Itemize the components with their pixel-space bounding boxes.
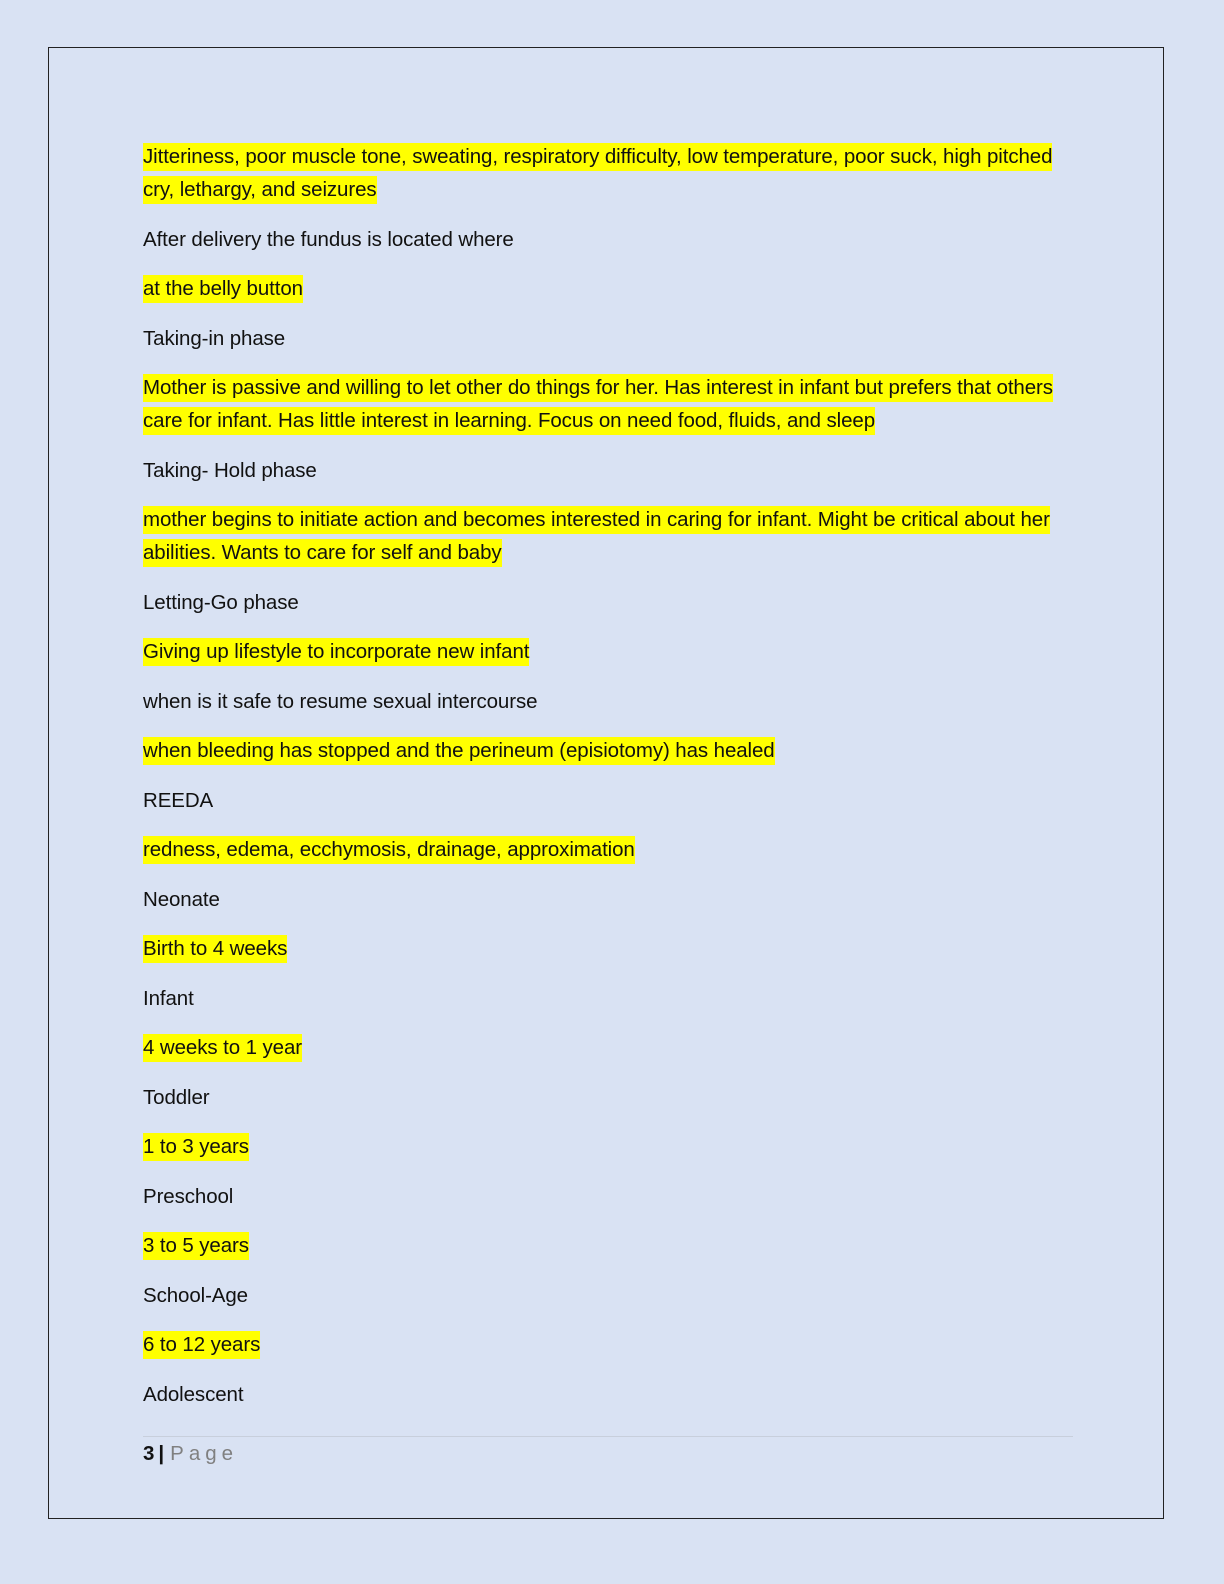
paragraph-14 [143, 883, 1078, 916]
page-number: 3 [143, 1442, 155, 1465]
paragraph-11 [143, 734, 1078, 767]
paragraph-2 [143, 223, 1078, 256]
highlighted-text: Giving up lifestyle to incorporate new infant [143, 638, 529, 666]
paragraph-20 [143, 1180, 1078, 1213]
question-text: Taking- Hold phase [143, 458, 317, 482]
highlighted-text: Jitteriness, poor muscle tone, sweating, respiratory difficulty, low temperature, poor suck, high pitched cry, lethargy, and seizures [143, 143, 1052, 204]
question-text: REEDA [143, 788, 214, 812]
paragraph-19 [143, 1130, 1078, 1163]
paragraph-8 [143, 586, 1078, 619]
highlighted-text: 3 to 5 years [143, 1232, 249, 1260]
question-text: Preschool [143, 1184, 234, 1208]
question-text: Toddler [143, 1085, 210, 1109]
question-text: School-Age [143, 1283, 248, 1307]
paragraph-15 [143, 932, 1078, 965]
question-text: Taking-in phase [143, 326, 286, 350]
paragraph-5 [143, 371, 1078, 437]
highlighted-text: 1 to 3 years [143, 1133, 249, 1161]
footer-divider [143, 1436, 1073, 1437]
paragraph-12 [143, 784, 1078, 817]
page-footer [143, 1440, 238, 1468]
highlighted-text: mother begins to initiate action and becomes interested in caring for infant. Might be critical about her abilities. Wants to care for self and baby [143, 506, 1050, 567]
paragraph-4 [143, 322, 1078, 355]
highlighted-text: when bleeding has stopped and the perineum (episiotomy) has healed [143, 737, 775, 765]
highlighted-text: Mother is passive and willing to let other do things for her. Has interest in infant but prefers that others care for infant. Has little interest in learning. Focus on need food, fluids, and sleep [143, 374, 1053, 435]
question-text: Infant [143, 986, 194, 1010]
paragraph-18 [143, 1081, 1078, 1114]
question-text: Adolescent [143, 1382, 244, 1406]
paragraph-22 [143, 1279, 1078, 1312]
question-text: Letting-Go phase [143, 590, 299, 614]
footer-separator: | [158, 1442, 165, 1465]
question-text: After delivery the fundus is located where [143, 227, 514, 251]
paragraph-17 [143, 1031, 1078, 1064]
highlighted-text: 6 to 12 years [143, 1331, 260, 1359]
page-label: Page [170, 1442, 239, 1465]
paragraph-23 [143, 1328, 1078, 1361]
paragraph-7 [143, 503, 1078, 569]
highlighted-text: at the belly button [143, 275, 303, 303]
paragraph-24 [143, 1378, 1078, 1411]
paragraph-3 [143, 272, 1078, 305]
paragraph-6 [143, 454, 1078, 487]
paragraph-16 [143, 982, 1078, 1015]
highlighted-text: 4 weeks to 1 year [143, 1034, 302, 1062]
document-body [143, 140, 1078, 1427]
paragraph-9 [143, 635, 1078, 668]
question-text: when is it safe to resume sexual intercourse [143, 689, 538, 713]
highlighted-text: redness, edema, ecchymosis, drainage, approximation [143, 836, 635, 864]
highlighted-text: Birth to 4 weeks [143, 935, 287, 963]
paragraph-1 [143, 140, 1078, 206]
paragraph-21 [143, 1229, 1078, 1262]
question-text: Neonate [143, 887, 220, 911]
paragraph-13 [143, 833, 1078, 866]
paragraph-10 [143, 685, 1078, 718]
